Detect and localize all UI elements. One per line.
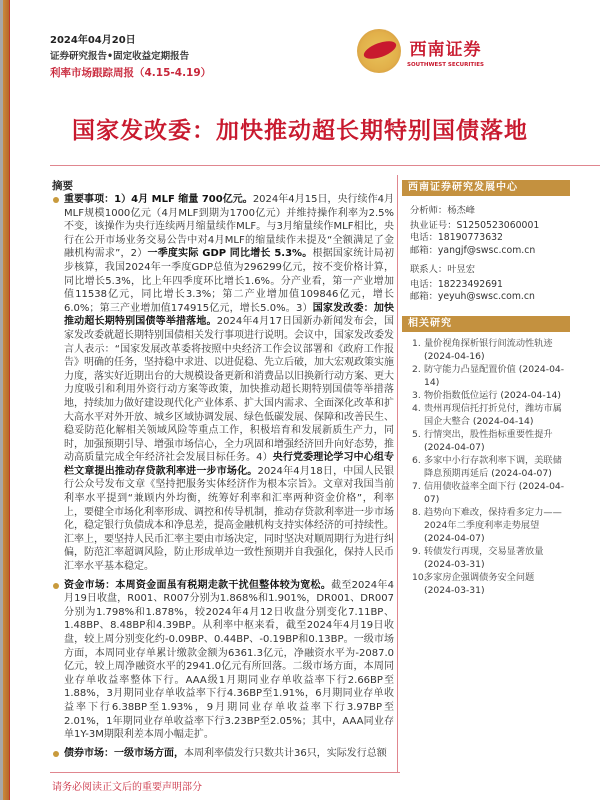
related-title: 多家房企强调债务安全问题 (424, 571, 535, 583)
related-title: 量价视角探析银行间流动性轨迹 (424, 337, 553, 349)
bullet-icon (53, 751, 59, 757)
related-research-list (402, 337, 570, 597)
company-logo (357, 28, 489, 74)
related-num: 7. (412, 480, 421, 492)
related-date: (2024-04-07) (491, 467, 552, 479)
related-item[interactable] (412, 454, 570, 480)
contact-phone: 电话：18223492691 (410, 278, 503, 290)
para-segment: 央行党委理论学习中心组专栏文章提出推动存贷款利率进一步市场化。 (64, 452, 394, 477)
related-title: 贵州再现信托打折兑付，潍坊市属国企大整合 (424, 402, 562, 427)
related-title: 趋势向下难改，保持看多定力——2024年二季度利率走势展望 (424, 506, 562, 531)
logo-en-text: SOUTHWEST SECURITIES (407, 61, 484, 68)
abstract-paragraph-money-market (50, 579, 394, 742)
report-date: 2024年04月20日 (50, 35, 136, 46)
related-num: 5. (412, 428, 421, 440)
related-date: (2024-04-14) (500, 389, 561, 401)
logo-emblem-icon (357, 29, 401, 73)
header-divider (50, 165, 600, 166)
related-num: 3. (412, 389, 421, 401)
related-date: (2024-04-14) (424, 363, 565, 388)
related-date: (2024-03-31) (424, 584, 485, 596)
related-date: (2024-04-14) (472, 415, 534, 427)
bullet-icon (53, 197, 59, 203)
related-item[interactable] (412, 363, 570, 389)
para-segment: 重要事项：1）4月 MLF 缩量 700亿元。 (64, 194, 253, 205)
para-segment: 资金市场：本周资金面虽有税期走款干扰但整体较为宽松。 (64, 579, 332, 591)
analyst-license: 执业证号：S1250523060001 (410, 219, 540, 231)
related-item[interactable] (412, 389, 570, 402)
report-series: 利率市场跟踪周报（4.15-4.19） (50, 67, 212, 79)
report-type: 证券研究报告•固定收益定期报告 (50, 51, 190, 62)
report-title: 国家发改委：加快推动超长期特别国债落地 (72, 117, 528, 144)
related-item[interactable] (412, 428, 570, 454)
abstract-paragraph-bond-market (50, 747, 394, 761)
related-date: (2024-03-31) (424, 558, 485, 570)
contact-name: 联系人：叶昱宏 (410, 264, 476, 275)
research-center-heading: 西南证券研究发展中心 (402, 180, 570, 196)
analyst-name: 分析师：杨杰峰 (410, 205, 476, 216)
para-segment: 截至2024年4月19日收盘，R001、R007分别为1.868%和1.901%，DR001、DR007分别为1.798%和1.878%，较2024年4月12日收盘分别变化7.11BP、1.48BP、8.48BP和4.39BP。从利率中枢来看，截至2024年4月19日收盘，较上周分别变化约-0.09BP、0.44BP、-0.19BP和0.13BP。一级市场方面，本周同业存单累计缴款金额为6361.3亿元，净融资水平为-2087.0亿元，较上周净融资水平的2941.0亿元有所回落。二级市场方面，本周同业存单收益率整体下行。AAA级1月期同业存单收益率下行2.66BP至1.88%，3月期同业存单收益率下行4.36BP至1.91%，6月期同业存单收益率下行6.38BP至1.93%，9月期同业存单收益率下行3.97BP至2.01%，1年期同业存单收益率下行3.23BP至2.05%；其中，AAA同业存单1Y-3M期限利差本周小幅走扩。 (64, 579, 395, 741)
related-title: 物价指数低位运行 (424, 389, 498, 401)
analyst-contact (402, 205, 570, 304)
analyst-phone: 电话：18190773632 (410, 232, 503, 243)
related-num: 6. (412, 454, 421, 466)
para-segment: 根据国家统计局初步核算，我国2024年一季度GDP总值为296299亿元，按不变价格计算，同比增长5.3%，比上年四季度环比增长1.6%。分产业看，第一产业增加值11538亿元，同比增长3.3%；第二产业增加值109846亿元，增长6.0%；第三产业增加值174915亿元，增长5.0%。3） (64, 248, 394, 314)
para-segment: 国家发改委：加快推动超长期特别国债等举措落地。 (64, 302, 395, 328)
column-divider (397, 175, 398, 772)
footer-divider (50, 772, 400, 773)
related-date: (2024-04-07) (424, 480, 565, 505)
para-segment: 一季度实际 GDP 同比增长 5.3%。 (147, 248, 313, 260)
related-item[interactable] (412, 480, 570, 506)
analyst-email[interactable]: 邮箱：yangjf@swsc.com.cn (410, 244, 536, 256)
logo-cn-text: 西南证券 (409, 39, 482, 60)
para-segment: 2024年4月18日，中国人民银行公众号发布文章《坚持把服务实体经济作为根本宗旨》。文章对我国当前利率水平提到“兼顾内外均衡，统筹好利率和汇率两种资金价格”，利率上，要健全市场化利率形成、调控和传导机制，推动存贷款利率进一步市场化，稳定银行负债成本和净息差，提高金融机构支持实体经济的可持续性。汇率上，要坚持人民币汇率主要由市场决定，同时坚决对顺周期行为进行纠偏，防范汇率超调风险，防止形成单边一致性预期并自我强化，保持人民币汇率水平基本稳定。 (64, 465, 395, 573)
related-research-heading: 相关研究 (402, 316, 570, 332)
related-date: (2024-04-16) (424, 350, 485, 362)
related-item[interactable] (412, 545, 570, 571)
related-title: 多家中小行存款利率下调，美联储降息预期再延后 (424, 454, 562, 479)
related-item[interactable] (412, 506, 570, 545)
para-segment: 本周利率债发行只数共计36只，实际发行总额 (184, 747, 387, 759)
related-num: 2. (412, 363, 421, 375)
related-num: 10. (412, 571, 427, 583)
contact-email[interactable]: 邮箱：yeyuh@swsc.com.cn (410, 291, 535, 302)
related-item[interactable] (412, 402, 570, 428)
abstract-body (50, 193, 394, 765)
para-segment: 2024年4月17日国新办新闻发布会，国家发改委就超长期特别国债相关发行事项进行说明。会议中，国家发改委发言人表示：“国家发展改革委将按照中央经济工作会议部署和《政府工作报告》明确的任务，坚持稳中求进、以进促稳、先立后破，加大宏观政策实施力度，落实好近期出台的大规模设备更新和消费品以旧换新行动方案、更大力度吸引和利用外资行动方案等政策，加快推动超长期特别国债等举措落地，持续加力做好建设现代化产业体系、扩大国内需求、全面深化改革和扩大高水平对外开放、城乡区域协调发展、绿色低碳发展、保障和改善民生、稳妥防范化解相关领域风险等重点工作，积极培育和发展新质生产力，同时，加强预期引导、增强市场信心，全力巩固和增强经济回升向好态势，推动高质量完成全年经济社会发展目标任务。4） (64, 316, 394, 464)
disclaimer-notice: 请务必阅读正文后的重要声明部分 (52, 782, 202, 793)
related-date: (2024-04-07) (424, 441, 485, 453)
related-title: 转债发行再现，交易显著放量 (424, 545, 544, 557)
bullet-icon (53, 583, 59, 589)
related-num: 1. (412, 337, 421, 349)
related-date: (2024-04-07) (424, 532, 485, 544)
sidebar (402, 180, 570, 597)
related-item[interactable] (412, 571, 570, 597)
para-segment: 债券市场：一级市场方面， (64, 747, 184, 759)
related-item[interactable] (412, 337, 570, 363)
related-num: 9. (412, 545, 421, 557)
related-num: 8. (412, 506, 421, 518)
abstract-paragraph-key-events (50, 193, 394, 574)
related-num: 4. (412, 402, 421, 414)
abstract-heading: 摘要 (52, 180, 73, 192)
para-segment: 2024年4月15日，央行续作4月MLF规模1000亿元（4月MLF到期为1700亿元）并维持操作利率为2.5%不变，该操作为央行连续两月缩量续作MLF。与3月缩量续作MLF相比，央行在公开市场业务交易公告中对4月MLF的缩量续作未提及“全额满足了金融机构需求”，2） (64, 194, 394, 260)
related-title: 防守能力凸显配置价值 (424, 363, 516, 375)
related-title: 行情突出，股性指标重要性提升 (424, 428, 553, 440)
related-title: 信用债收益率全面下行 (424, 480, 516, 492)
